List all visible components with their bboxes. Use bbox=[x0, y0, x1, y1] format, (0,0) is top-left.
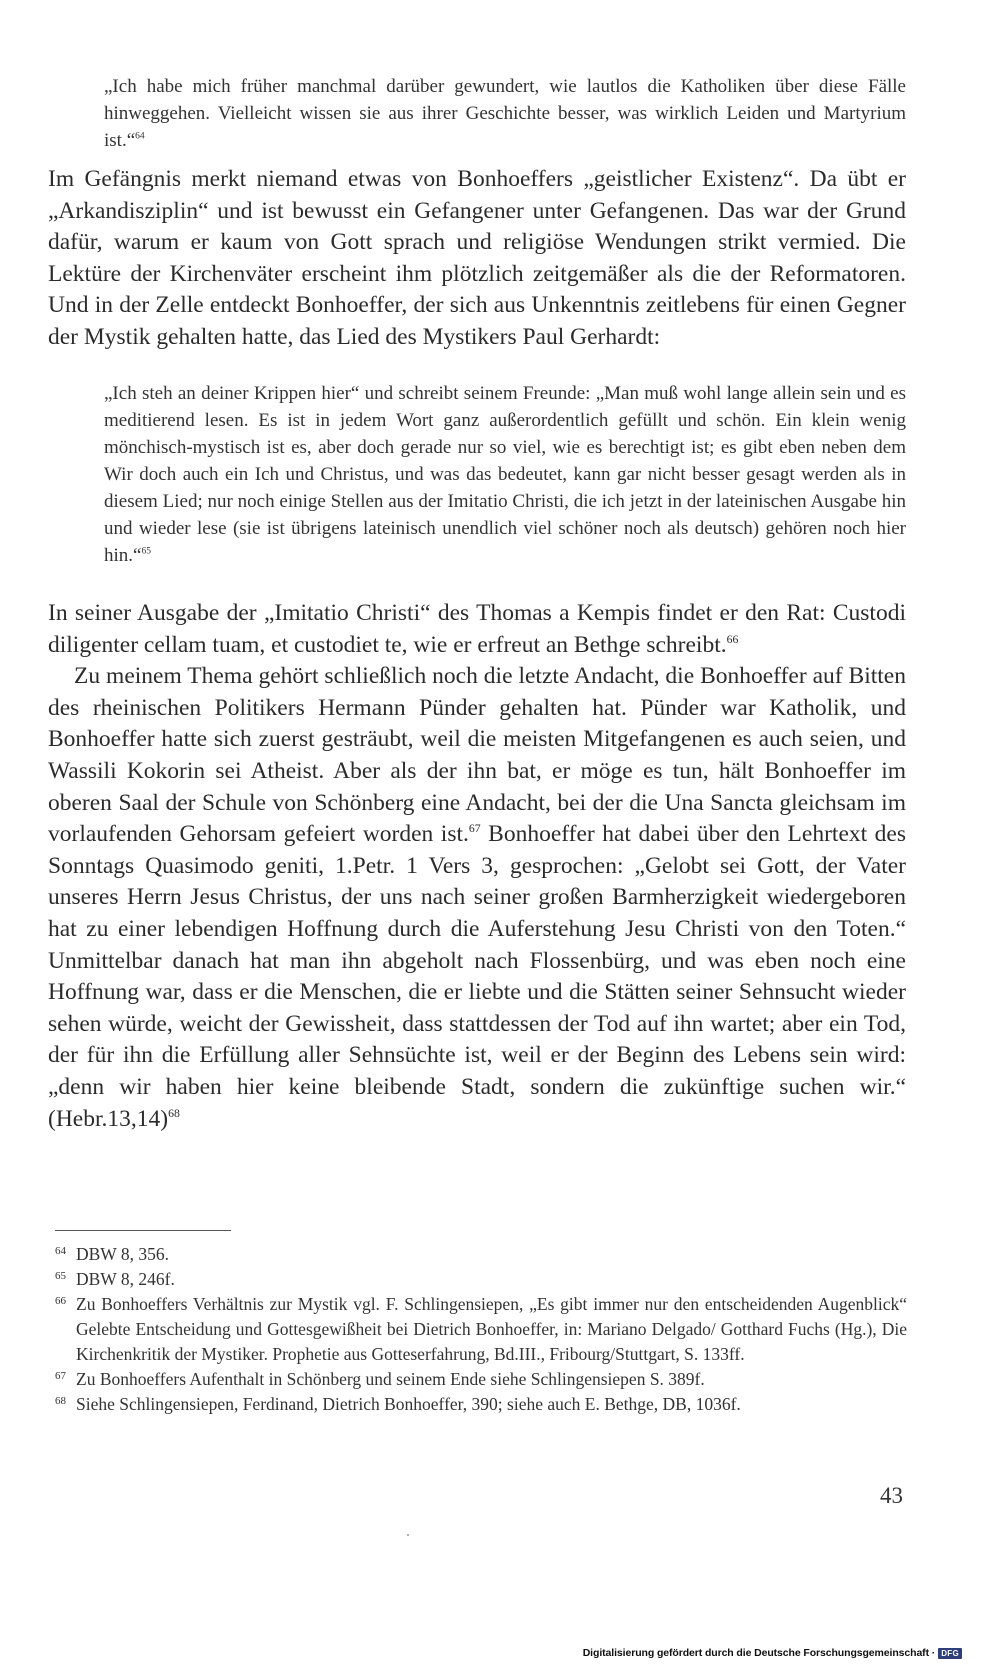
footnote-67 bbox=[55, 1367, 907, 1392]
footnote-separator bbox=[55, 1230, 231, 1231]
footnote-text: DBW 8, 246f. bbox=[76, 1269, 175, 1289]
footnote-ref-64[interactable]: 64 bbox=[135, 131, 145, 142]
footnote-ref-67[interactable]: 67 bbox=[468, 822, 481, 836]
footnote-number: 65 bbox=[55, 1270, 66, 1282]
paragraph-2-text: In seiner Ausgabe der „Imitatio Christi“ des Thomas a Kempis findet er den Rat: Custodi diligenter cellam tuam, et custodiet te, wie er erfreut an Bethge schreibt. bbox=[48, 600, 906, 658]
footnote-text: Zu Bonhoeffers Aufenthalt in Schönberg und seinem Ende siehe Schlingensiepen S. 389f. bbox=[76, 1369, 705, 1389]
digitization-credit bbox=[583, 1647, 962, 1659]
footnote-number: 67 bbox=[55, 1370, 66, 1382]
block-quote-1 bbox=[104, 73, 906, 154]
quote-1-text: „Ich habe mich früher manchmal darüber gewundert, wie lautlos die Katholiken über diese Fälle hinweggehen. Vielleicht wissen sie aus ihrer Geschichte besser, was wirklich Leiden und Martyrium ist.“ bbox=[104, 76, 906, 151]
quote-2-text: „Ich steh an deiner Krippen hier“ und schreibt seinem Freunde: „Man muß wohl lange allein sein und es meditierend lesen. Es ist in jedem Wort ganz außerordentlich gefüllt und schön. Ein klein wenig mönchisch-mystisch ist es, aber doch gerade nur so viel, wie es berechtigt ist; es gibt eben neben dem Wir doch auch ein Ich und Christus, und was das bedeutet, kann gar nicht besser gesagt werden als in diesem Lied; nur noch einige Stellen aus der Imitatio Christi, die ich jetzt in der lateinischen Ausgabe hin und wieder lese (sie ist übrigens lateinisch unendlich viel schöner noch als deutsch) gehören noch hier hin.“ bbox=[104, 383, 906, 566]
scan-speck bbox=[407, 1534, 409, 1536]
paragraph-3 bbox=[48, 661, 906, 1135]
paragraph-2 bbox=[48, 598, 906, 661]
footnote-65 bbox=[55, 1267, 907, 1292]
footnote-text: DBW 8, 356. bbox=[76, 1244, 170, 1264]
footnote-number: 64 bbox=[55, 1245, 66, 1257]
paragraph-1-text: Im Gefängnis merkt niemand etwas von Bonhoeffers „geistlicher Existenz“. Da übt er „Arkandisziplin“ und ist bewusst ein Gefangener unter Gefangenen. Das war der Grund dafür, warum er kaum von Gott sprach und religiöse Wendungen strikt vermied. Die Lektüre der Kirchenväter erscheint ihm plötzlich zeitgemäßer als die der Reformatoren. Und in der Zelle entdeckt Bonhoeffer, der sich aus Unkenntnis zeitlebens für einen Gegner der Mystik gehalten hatte, das Lied des Mystikers Paul Gerhardt: bbox=[48, 166, 906, 350]
footnote-text: Zu Bonhoeffers Verhältnis zur Mystik vgl. F. Schlingensiepen, „Es gibt immer nur den entscheidenden Augenblick“ Gelebte Entscheidung und Gottesgewißheit bei Dietrich Bonhoeffer, in: Mariano Delgado/ Gotthard Fuchs (Hg.), Die Kirchenkritik der Mystiker. Prophetie aus Gotteserfahrung, Bd.III., Fribourg/Stuttgart, S. 133ff. bbox=[76, 1294, 907, 1364]
footnote-text: Siehe Schlingensiepen, Ferdinand, Dietrich Bonhoeffer, 390; siehe auch E. Bethge, DB, 1036f. bbox=[76, 1394, 741, 1414]
block-quote-2 bbox=[104, 380, 906, 569]
paragraph-3-text-part-1: Zu meinem Thema gehört schließlich noch die letzte Andacht, die Bonhoeffer auf Bitten des rheinischen Politikers Hermann Pünder gehalten hat. Pünder war Katholik, und Bonhoeffer hatte sich zuerst gesträubt, weil die meisten Mitgefangenen es auch seien, und Wassili Kokorin sei Atheist. Aber als der ihn bat, er möge es tun, hält Bonhoeffer im oberen Saal der Schule von Schönberg eine Andacht, bei der die Una Sancta gleichsam im vorlaufenden Gehorsam gefeiert worden ist. bbox=[48, 663, 906, 848]
body-paragraph-1 bbox=[48, 164, 906, 354]
footnote-number: 68 bbox=[55, 1395, 66, 1407]
body-paragraphs-2-3 bbox=[48, 598, 906, 1135]
credit-text: Digitalisierung gefördert durch die Deutsche Forschungsgemeinschaft · bbox=[582, 1647, 936, 1659]
footnote-ref-65[interactable]: 65 bbox=[141, 546, 151, 557]
page-number: 43 bbox=[880, 1483, 903, 1508]
footnote-68 bbox=[55, 1392, 907, 1417]
footnotes-section bbox=[55, 1242, 907, 1417]
paragraph-3-text-part-2: Bonhoeffer hat dabei über den Lehrtext des Sonntags Quasimodo geniti, 1.Petr. 1 Vers 3, gesprochen: „Gelobt sei Gott, der Vater unseres Herrn Jesus Christus, der uns nach seiner großen Barmherzigkeit wiedergeboren hat zu einer lebendigen Hoffnung durch die Auferstehung Jesu Christi von den Toten.“ Unmittelbar danach hat man ihn abgeholt nach Flossenbürg, und was eben noch eine Hoffnung war, dass er die Menschen, die er liebte und die Stätten seiner Sehnsucht wieder sehen würde, weicht der Gewissheit, dass stattdessen der Tod auf ihn wartet; aber ein Tod, der für ihn die Erfüllung aller Sehnsüchte ist, weil er der Beginn des Lebens sein wird: „denn wir haben hier keine bleibende Stadt, sondern die zukünftige suchen wir.“ (Hebr.13,14) bbox=[48, 821, 906, 1132]
footnote-66 bbox=[55, 1292, 907, 1367]
footnote-number: 66 bbox=[55, 1295, 66, 1307]
dfg-logo-icon: DFG bbox=[938, 1648, 962, 1659]
footnote-ref-66[interactable]: 66 bbox=[726, 632, 739, 646]
footnote-ref-68[interactable]: 68 bbox=[168, 1106, 180, 1120]
footnote-64 bbox=[55, 1242, 907, 1267]
